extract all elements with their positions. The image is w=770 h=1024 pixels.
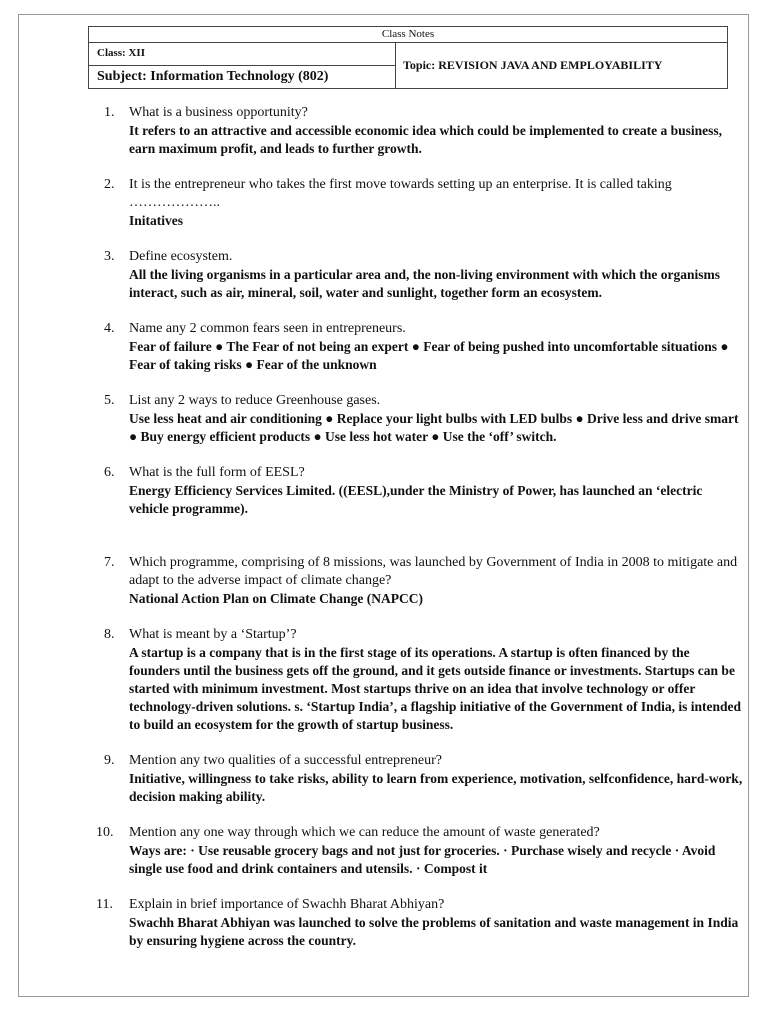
- question-item: [104, 392, 744, 446]
- question-item: [104, 464, 744, 518]
- answer-text: Fear of failure ● The Fear of not being an expert ● Fear of being pushed into uncomfortable situations ● Fear of taking risks ● Fear of the unknown: [129, 339, 729, 372]
- question-item: [96, 824, 744, 878]
- question-text: Mention any two qualities of a successful entrepreneur?: [129, 753, 442, 768]
- question-text: Name any 2 common fears seen in entrepreneurs.: [129, 321, 406, 336]
- question-number: 8.: [104, 627, 115, 642]
- question-number: 11.: [96, 897, 113, 912]
- question-text: It is the entrepreneur who takes the first move towards setting up an enterprise. It is called taking ………………..: [129, 177, 672, 210]
- question-item: [104, 320, 744, 374]
- question-number: 2.: [104, 177, 115, 192]
- question-text: What is a business opportunity?: [129, 105, 308, 120]
- subject-label: Subject: Information Technology (802): [97, 69, 329, 84]
- question-item: [96, 896, 744, 950]
- question-list: [96, 104, 744, 950]
- question-text: Which programme, comprising of 8 missions, was launched by Government of India in 2008 to mitigate and adapt to the adverse impact of climate change?: [129, 555, 738, 588]
- question-number: 9.: [104, 753, 115, 768]
- question-item: [104, 554, 744, 608]
- class-label: Class: XII: [89, 42, 395, 66]
- answer-text: Use less heat and air conditioning ● Replace your light bulbs with LED bulbs ● Drive less and drive smart ● Buy energy efficient products ● Use less hot water ● Use the ‘off’ switch.: [129, 411, 739, 444]
- question-item: [104, 176, 744, 230]
- answer-text: National Action Plan on Climate Change (NAPCC): [129, 591, 423, 606]
- question-number: 7.: [104, 555, 115, 570]
- answer-text: Swachh Bharat Abhiyan was launched to solve the problems of sanitation and waste management in India by ensuring hygiene across the country.: [129, 915, 739, 948]
- answer-text: Initatives: [129, 213, 183, 228]
- header-table: [88, 26, 728, 89]
- question-number: 6.: [104, 465, 115, 480]
- question-item: [104, 248, 744, 302]
- question-number: 10.: [96, 825, 114, 840]
- question-item: [104, 626, 744, 734]
- header-caption: Class Notes: [89, 27, 727, 43]
- question-text: What is the full form of EESL?: [129, 465, 305, 480]
- answer-text: It refers to an attractive and accessible economic idea which could be implemented to create a business, earn maximum profit, and leads to further growth.: [129, 123, 723, 156]
- question-item: [104, 104, 744, 158]
- answer-text: Ways are: · Use reusable grocery bags and not just for groceries. · Purchase wisely and recycle · Avoid single use food and drink containers and utensils. · Compost it: [129, 843, 716, 876]
- question-text: Mention any one way through which we can reduce the amount of waste generated?: [129, 825, 600, 840]
- answer-text: A startup is a company that is in the first stage of its operations. A startup is often financed by the founders until the business gets off the ground, and it gets outside finance or investments. Startups can be started with minimum investment. Most startups thrive on an idea that involve technology or offer technology-driven solutions. s. ‘Startup India’, a flagship initiative of the Government of India, is intended to build an ecosystem for the growth of startup business.: [129, 645, 742, 732]
- question-number: 5.: [104, 393, 115, 408]
- question-number: 1.: [104, 105, 115, 120]
- answer-text: Initiative, willingness to take risks, ability to learn from experience, motivation, selfconfidence, hard-work, decision making ability.: [129, 771, 743, 804]
- question-number: 4.: [104, 321, 115, 336]
- header-left-column: [89, 42, 396, 88]
- question-text: Define ecosystem.: [129, 249, 233, 264]
- question-text: List any 2 ways to reduce Greenhouse gases.: [129, 393, 381, 408]
- question-text: Explain in brief importance of Swachh Bharat Abhiyan?: [129, 897, 445, 912]
- question-number: 3.: [104, 249, 115, 264]
- answer-text: All the living organisms in a particular area and, the non-living environment with which the organisms interact, such as air, mineral, soil, water and sunlight, together form an ecosystem.: [129, 267, 721, 300]
- question-text: What is meant by a ‘Startup’?: [129, 627, 297, 642]
- answer-text: Energy Efficiency Services Limited. ((EESL),under the Ministry of Power, has launched an ‘electric vehicle programme).: [129, 483, 703, 516]
- topic-label: Topic: REVISION JAVA AND EMPLOYABILITY: [403, 58, 663, 72]
- question-item: [104, 752, 744, 806]
